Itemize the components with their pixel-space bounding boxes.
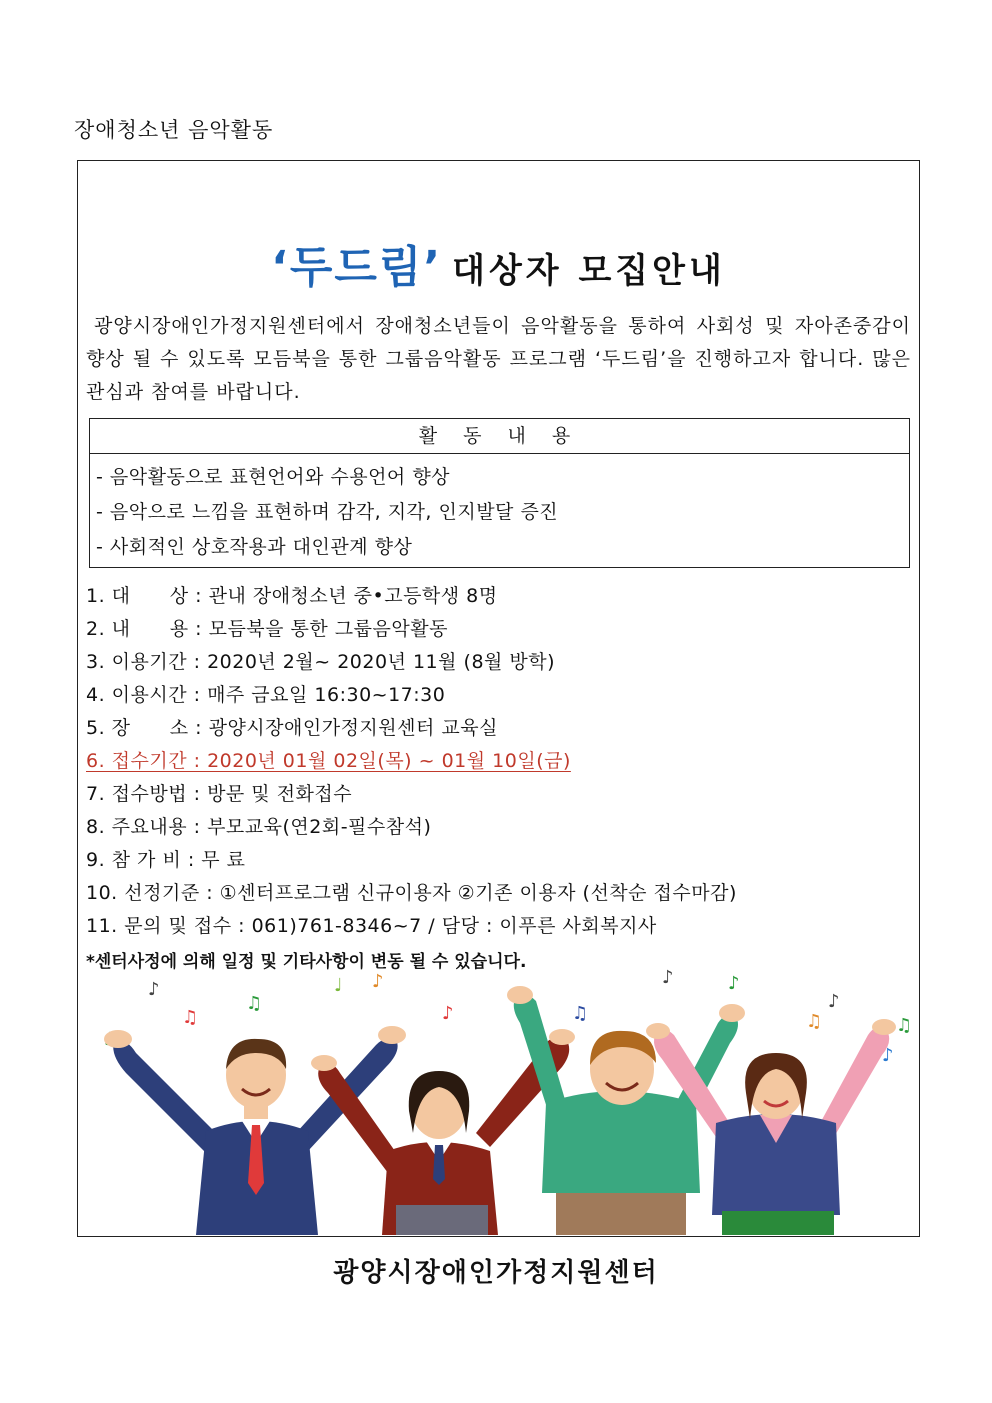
intro-paragraph: [86, 310, 911, 409]
music-note-icon: ♪: [728, 973, 740, 994]
music-note-icon: ♫: [572, 1003, 589, 1024]
detail-place: 5. 장 소 : 광양시장애인가정지원센터 교육실: [86, 717, 498, 739]
music-note-icon: ♪: [442, 1003, 454, 1024]
details-list: [86, 580, 737, 943]
title-rest: 대상자 모집안내: [452, 251, 726, 291]
cheering-people-illustration: [96, 967, 913, 1235]
detail-registration-method: 7. 접수방법 : 방문 및 전화접수: [86, 783, 353, 805]
detail-fee: 9. 참 가 비 : 무 료: [86, 849, 246, 871]
organization-name: 광양시장애인가정지원센터: [333, 1258, 659, 1288]
music-note-icon: ♫: [182, 1007, 199, 1028]
music-note-icon: ♪: [372, 971, 384, 992]
activity-item: - 사회적인 상호작용과 대인관계 향상: [96, 536, 413, 558]
detail-registration-period: 6. 접수기간 : 2020년 01월 02일(목) ~ 01월 10일(금): [86, 750, 571, 772]
music-note-icon: ♫: [806, 1011, 823, 1032]
music-note-icon: ♪: [148, 979, 160, 1000]
activity-box: [89, 418, 910, 568]
activity-heading: 활 동 내 용: [90, 419, 909, 454]
detail-main-content: 8. 주요내용 : 부모교육(연2회-필수참석): [86, 816, 432, 838]
detail-target: 1. 대 상 : 관내 장애청소년 중•고등학생 8명: [86, 585, 498, 607]
notice-frame: [77, 160, 920, 1237]
intro-text: 광양시장애인가정지원센터에서 장애청소년들이 음악활동을 통하여 사회성 및 자아존중감이 향상 될 수 있도록 모듬북을 통한 그룹음악활동 프로그램 ‘두드림’을 진행하고자 합니다. 많은 관심과 참여를 바랍니다.: [86, 315, 911, 403]
music-note-icon: ♪: [828, 991, 840, 1012]
detail-time: 4. 이용시간 : 매주 금요일 16:30~17:30: [86, 684, 446, 706]
page-title: [78, 231, 919, 295]
music-note-icon: ♩: [334, 975, 343, 996]
change-notice: *센터사정에 의해 일정 및 기타사항이 변동 될 수 있습니다.: [86, 952, 527, 972]
music-note-icon: ♫: [896, 1015, 913, 1036]
music-note-icon: ♪: [882, 1045, 894, 1066]
music-note-icon: ♪: [662, 967, 674, 988]
detail-selection: 10. 선정기준 : ①센터프로그램 신규이용자 ②기존 이용자 (선착순 접수마감): [86, 882, 737, 904]
activity-item: - 음악으로 느낌을 표현하며 감각, 지각, 인지발달 증진: [96, 501, 559, 523]
music-note-icon: ♫: [246, 993, 263, 1014]
detail-contact: 11. 문의 및 접수 : 061)761-8346~7 / 담당 : 이푸른 사회복지사: [86, 915, 657, 937]
header-label: 장애청소년 음악활동: [74, 118, 274, 142]
activity-item: - 음악활동으로 표현언어와 수용언어 향상: [96, 466, 451, 488]
title-program-name: ‘두드림’: [271, 242, 443, 293]
detail-period: 3. 이용기간 : 2020년 2월~ 2020년 11월 (8월 방학): [86, 651, 556, 673]
detail-content: 2. 내 용 : 모듬북을 통한 그룹음악활동: [86, 618, 448, 640]
activity-list: [90, 454, 909, 565]
